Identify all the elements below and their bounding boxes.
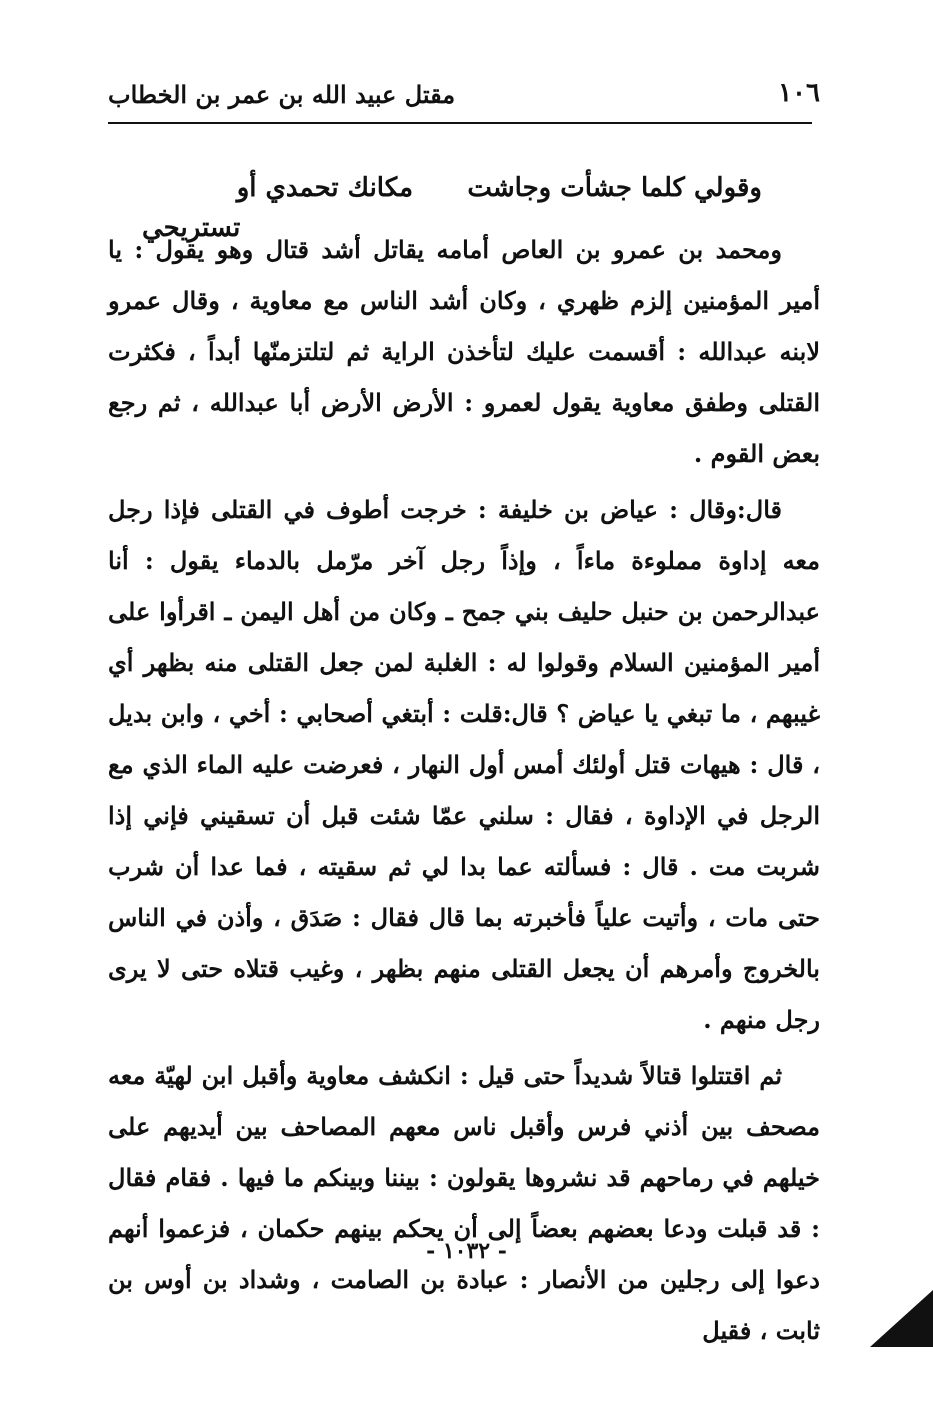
body-text xyxy=(108,224,820,1356)
paragraph-muhammad-bin-amr: ومحمد بن عمرو بن العاص أمامه يقاتل أشد قتال وهو يقول : يا أمير المؤمنين إلزم ظهري ، وكان أشد الناس مع معاوية ، وقال عمرو لابنه عبدالله : أقسمت عليك لتأخذن الراية ثم لتلتزمنّها أبداً ، فكثرت القتلى وطفق معاوية يقول لعمرو : الأرض الأرض أبا عبدالله ، ثم رجع بعض القوم . xyxy=(108,235,820,468)
verse-hemistich-gap xyxy=(422,173,458,203)
verse-line xyxy=(130,168,790,208)
verse-hemistich-2: مكانك تحمدي أو xyxy=(236,173,414,203)
paragraph-fighting: ثم اقتتلوا قتالاً شديداً حتى قيل : انكشف معاوية وأقبل ابن لهيّة معه مصحف بين أذني فرس وأقبل ناس معهم المصاحف بين أيديهم على خيلهم في رماحهم قد نشروها يقولون : بيننا وبينكم ما فيها . فقام فقال : قد قبلت ودعا بعضهم بعضاً إلى أن يحكم بينهم حكمان ، فزعموا أنهم دعوا إلى رجلين من الأنصار : عبادة بن الصامت ، وشداد بن أوس بن ثابت ، فقيل xyxy=(108,1061,820,1345)
verse-hemistich-end: تستريحي xyxy=(142,213,241,243)
running-title: مقتل عبيد الله بن عمر بن الخطاب xyxy=(108,80,456,109)
header-page-number: ١٠٦ xyxy=(778,78,820,108)
page-corner-triangle xyxy=(870,1290,933,1347)
running-head xyxy=(108,76,820,116)
footer-page-number: - ١٠٣٢ - xyxy=(426,1238,507,1264)
paragraph-iyad-bin-khalifa: قال:وقال : عياض بن خليفة : خرجت أطوف في القتلى فإذا رجل معه إداوة مملوءة ماءاً ، وإذاً رجل آخر مرّمل بالدماء يقول : أنا عبدالرحمن بن حنبل حليف بني جمح ـ وكان من أهل اليمن ـ اقرأوا على أمير المؤمنين السلام وقولوا له : الغلبة لمن جعل القتلى منه بظهر أي غيبهم ، ما تبغي يا عياض ؟ قال:قلت : أبتغي أصحابي : أخي ، وابن بديل ، قال : هيهات قتل أولئك أمس أول النهار ، فعرضت عليه الماء الذي مع الرجل في الإداوة ، فقال : سلني عمّا شئت قبل أن تسقيني فإني إذا شربت مت . قال : فسألته عما بدا لي ثم سقيته ، فما عدا أن شرب حتى مات ، وأتيت علياً فأخبرته بما قال فقال : صَدَق ، وأذن في الناس بالخروج وأمرهم أن يجعل القتلى منهم بظهر ، وغيب قتلاه حتى لا يرى رجل منهم . xyxy=(108,495,820,1034)
verse-hemistich-1: وقولي كلما جشأت وجاشت xyxy=(467,173,762,203)
header-rule xyxy=(108,122,812,124)
